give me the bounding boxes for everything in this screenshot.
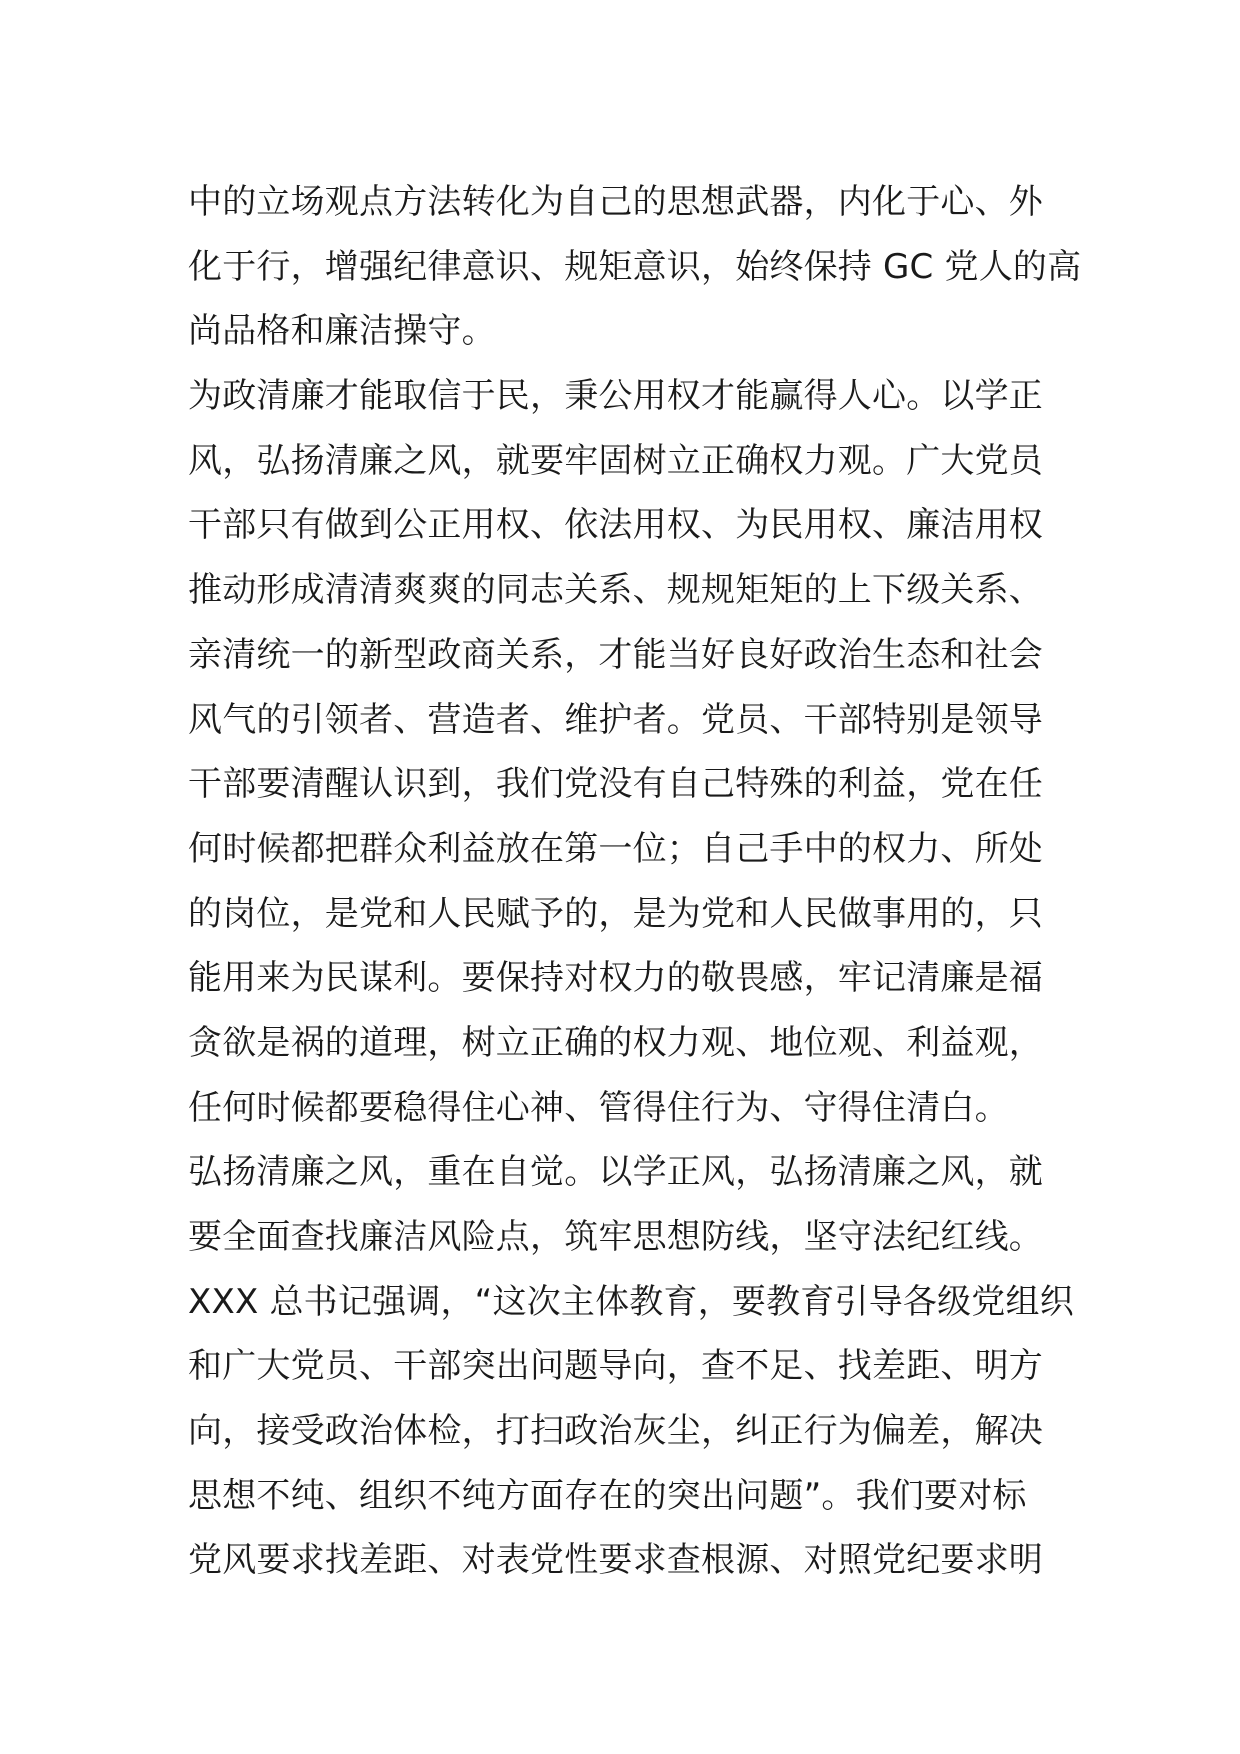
text-line: 和广大党员、干部突出问题导向，查不足、找差距、明方: [188, 1346, 1043, 1387]
text-line: 干部要清醒认识到，我们党没有自己特殊的利益，党在任: [188, 764, 1043, 805]
text-line: 思想不纯、组织不纯方面存在的突出问题”。我们要对标: [188, 1475, 1027, 1516]
text-line: 能用来为民谋利。要保持对权力的敬畏感，牢记清廉是福: [188, 958, 1043, 999]
text-line: 干部只有做到公正用权、依法用权、为民用权、廉洁用权: [188, 505, 1043, 546]
text-line: 为政清廉才能取信于民，秉公用权才能赢得人心。以学正: [188, 376, 1043, 417]
text-line: 中的立场观点方法转化为自己的思想武器，内化于心、外: [188, 182, 1043, 222]
text-line: XXX 总书记强调，“这次主体教育，要教育引导各级党组织: [188, 1281, 1074, 1322]
body-text: [188, 170, 1082, 1593]
text-line: 要全面查找廉洁风险点，筑牢思想防线，坚守法纪红线。: [188, 1217, 1043, 1257]
text-line: 亲清统一的新型政商关系，才能当好良好政治生态和社会: [188, 634, 1043, 675]
text-line: 推动形成清清爽爽的同志关系、规规矩矩的上下级关系、: [188, 570, 1043, 611]
text-line: 尚品格和廉洁操守。: [188, 311, 496, 352]
text-line: 弘扬清廉之风，重在自觉。以学正风，弘扬清廉之风，就: [188, 1152, 1043, 1193]
text-line: 的岗位，是党和人民赋予的，是为党和人民做事用的，只: [188, 893, 1043, 934]
text-line: 风气的引领者、营造者、维护者。党员、干部特别是领导: [188, 699, 1043, 740]
text-line: 化于行，增强纪律意识、规矩意识，始终保持 GC 党人的高: [188, 246, 1082, 287]
text-line: 任何时候都要稳得住心神、管得住行为、守得住清白。: [188, 1087, 1009, 1128]
text-line: 贪欲是祸的道理，树立正确的权力观、地位观、利益观，: [188, 1022, 1043, 1063]
text-line: 向，接受政治体检，打扫政治灰尘，纠正行为偏差，解决: [188, 1411, 1043, 1452]
text-line: 风，弘扬清廉之风，就要牢固树立正确权力观。广大党员: [188, 440, 1043, 481]
text-line: 党风要求找差距、对表党性要求查根源、对照党纪要求明: [188, 1540, 1043, 1581]
text-line: 何时候都把群众利益放在第一位；自己手中的权力、所处: [188, 828, 1043, 869]
